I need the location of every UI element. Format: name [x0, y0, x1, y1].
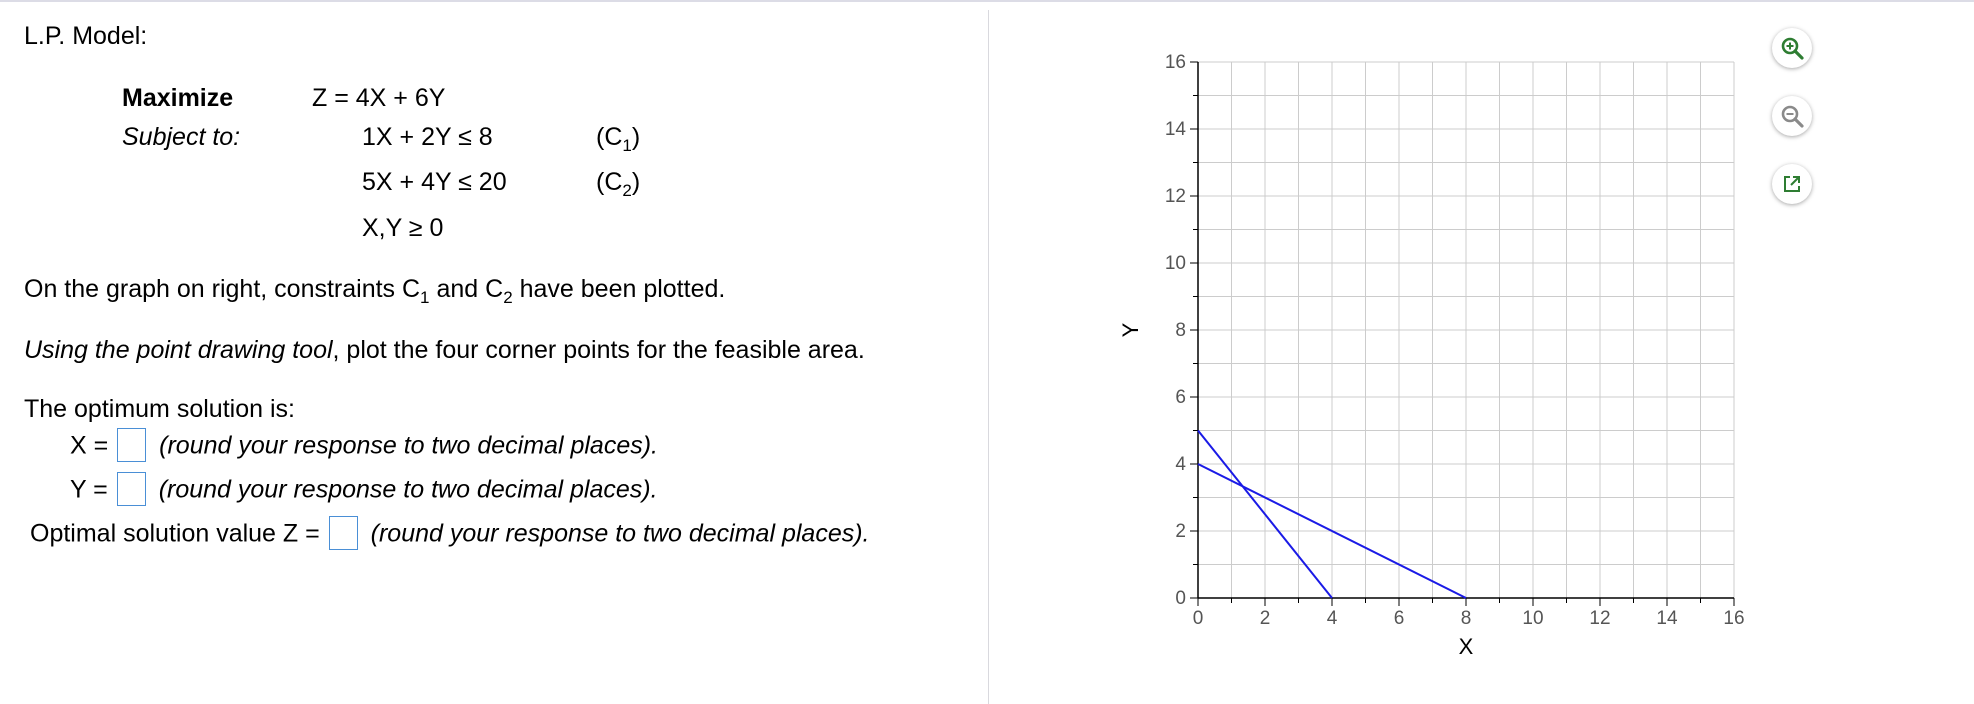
x-tick-label: 4 [1326, 608, 1338, 629]
constraint-c1-expr: 1X + 2Y ≤ 8 [362, 123, 493, 151]
x-answer-input[interactable] [117, 428, 146, 462]
y-tick-label: 6 [1175, 387, 1186, 408]
y-tick-label: 0 [1175, 588, 1186, 609]
y-tick-label: 4 [1175, 454, 1186, 475]
x-tick-label: 16 [1723, 608, 1745, 629]
y-answer-input[interactable] [117, 472, 146, 506]
objective-function: Z = 4X + 6Y [312, 84, 446, 112]
y-tick-label: 10 [1164, 253, 1186, 274]
lp-graph[interactable] [1118, 40, 1758, 680]
zoom-in-icon [1779, 35, 1805, 61]
y-tick-label: 12 [1164, 186, 1186, 207]
popout-icon [1780, 172, 1804, 196]
x-tick-label: 2 [1259, 608, 1271, 629]
zoom-out-icon [1779, 103, 1805, 129]
z-round-hint: (round your response to two decimal places). [370, 519, 870, 548]
constraint-c2-name: $(C_2)$ [596, 168, 641, 200]
y-tick-label: 8 [1175, 320, 1186, 341]
zoom-in-button[interactable] [1772, 28, 1812, 68]
top-border [0, 0, 1974, 2]
x-tick-label: 14 [1656, 608, 1678, 629]
y-round-hint: (round your response to two decimal places). [158, 475, 658, 504]
maximize-label: Maximize [122, 84, 234, 112]
instruction-line-1: On the graph on right, constraints $C_1$ and $C_2$ have been plotted. [24, 275, 726, 307]
constraint-c2-expr: 5X + 4Y ≤ 20 [362, 168, 507, 196]
solution-heading: The optimum solution is: [24, 395, 295, 423]
x-tick-label: 10 [1522, 608, 1544, 629]
constraint-c1-name: $(C_1)$ [596, 123, 641, 155]
subject-to-label: Subject to: [122, 123, 241, 151]
x-label: X = [70, 431, 109, 460]
y-label: Y = [70, 475, 108, 504]
panel-divider [988, 10, 989, 704]
x-tick-label: 12 [1589, 608, 1611, 629]
model-title: L.P. Model: [24, 22, 148, 50]
z-label: Optimal solution value Z = [30, 519, 320, 548]
zoom-out-button[interactable] [1772, 96, 1812, 136]
x-tick-label: 8 [1460, 608, 1472, 629]
popout-button[interactable] [1772, 164, 1812, 204]
nonnegativity-constraint: X,Y ≥ 0 [362, 214, 444, 242]
y-tick-label: 16 [1164, 52, 1186, 73]
x-round-hint: (round your response to two decimal places). [159, 431, 658, 460]
x-axis-label: X [1458, 634, 1474, 659]
z-answer-row [30, 518, 870, 552]
y-axis-label: Y [1118, 322, 1143, 338]
y-answer-row [70, 474, 658, 508]
instruction-line-2: Using the point drawing tool, plot the four corner points for the feasible area. [24, 336, 865, 364]
x-answer-row [70, 430, 658, 464]
x-tick-label: 6 [1393, 608, 1405, 629]
z-answer-input[interactable] [329, 516, 358, 550]
x-tick-label: 0 [1192, 608, 1204, 629]
y-tick-label: 14 [1164, 119, 1186, 140]
y-tick-label: 2 [1175, 521, 1186, 542]
graph-canvas[interactable] [1118, 40, 1758, 680]
